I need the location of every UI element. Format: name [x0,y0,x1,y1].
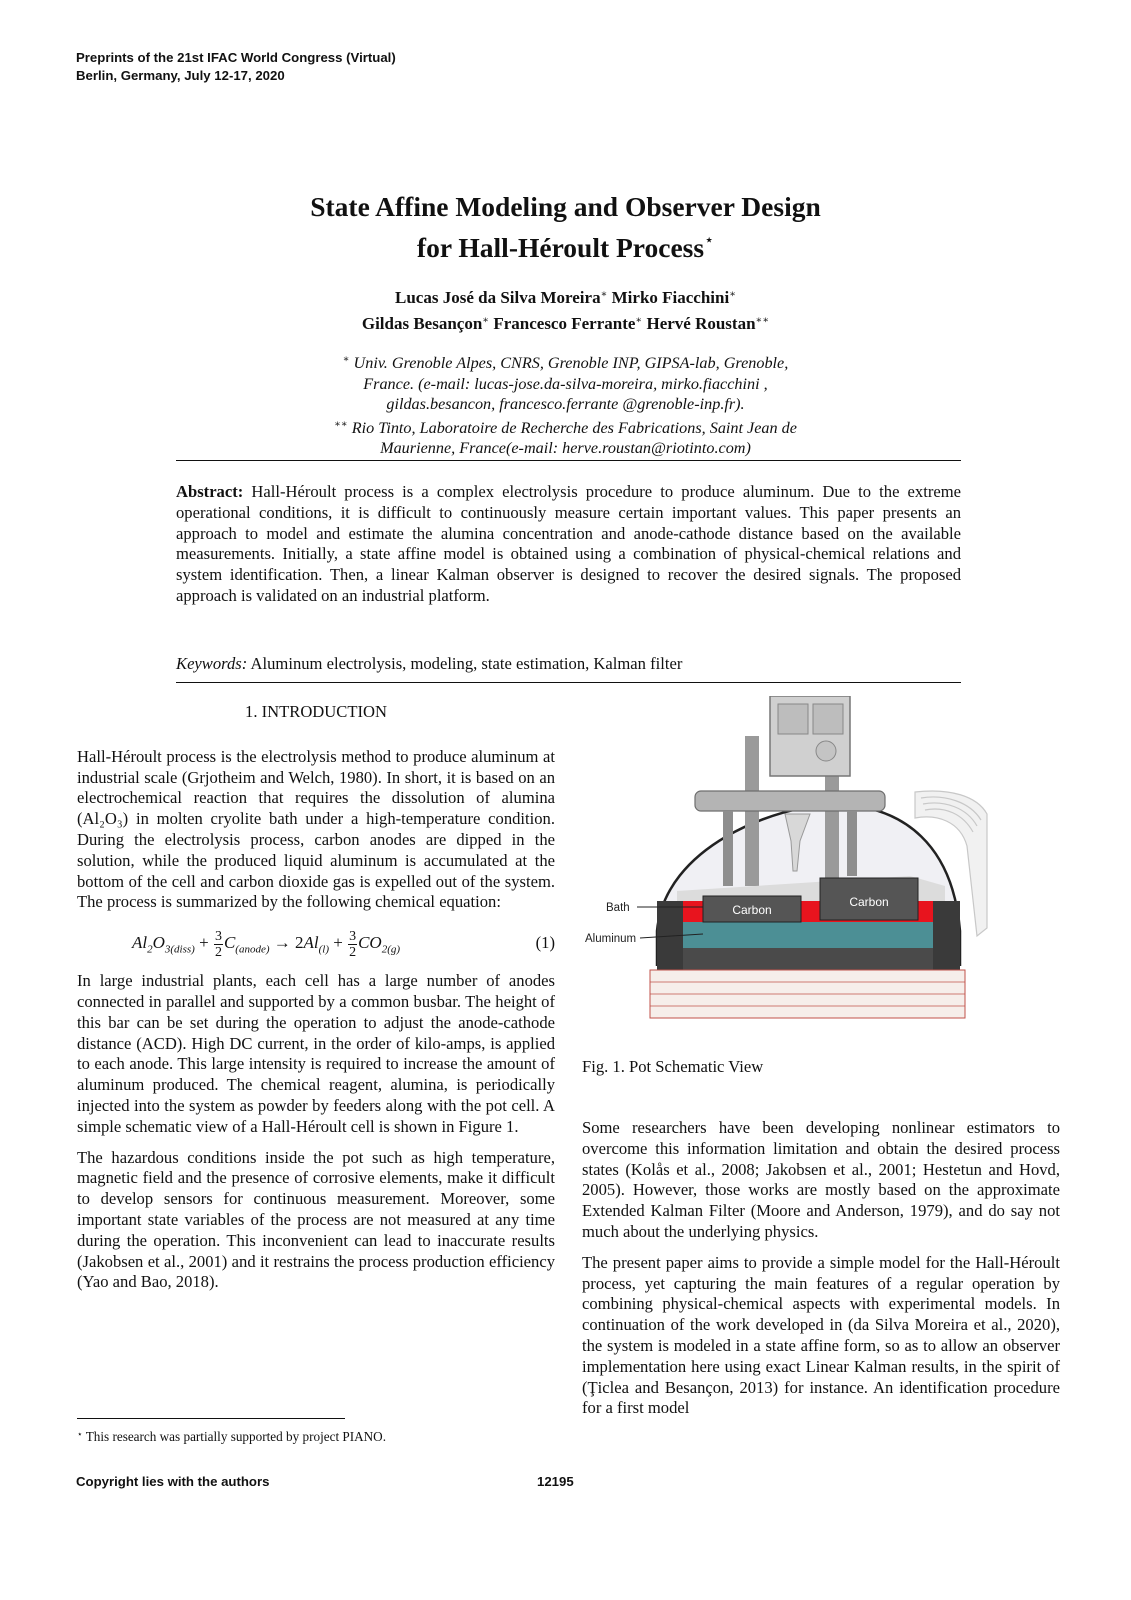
left-column [77,702,555,1303]
keywords [176,654,961,675]
side-lining [933,901,960,970]
footnote-mark: ⋆ [77,1429,83,1439]
bath-label: Bath [606,902,630,914]
affiliations [0,350,1131,459]
pot-schematic-figure [585,696,990,1042]
equation-term: CO [358,933,382,953]
page-number: 12195 [537,1474,574,1489]
fraction-denominator: 2 [214,944,222,960]
equation-operator: + [329,933,348,953]
author-affiliation-mark: ∗ [729,289,736,300]
brick-foundation [650,970,965,1018]
chemical-equation [77,923,555,963]
author-name: Mirko Fiacchini [611,288,730,307]
aluminum-label: Aluminum [585,933,637,945]
author-name: Hervé Roustan [646,314,756,333]
affiliation-line: Maurienne, France(e-mail: herve.roustan@riotinto.com) [380,439,751,457]
author-affiliation-mark: ∗ [482,315,490,326]
equation-term: Al [132,933,148,953]
author-affiliation-mark: ∗∗ [755,315,770,326]
equation-subscript: 2(g) [381,943,401,956]
conference-header [76,49,396,85]
conference-header-line-2: Berlin, Germany, July 12-17, 2020 [76,68,285,83]
fraction-numerator: 3 [214,928,222,944]
paper-title-line-2: for Hall-Héroult Process [416,232,705,263]
anode-rod [723,811,733,886]
abstract-text: Hall-Héroult process is a complex electrolysis procedure to produce aluminum. Due to the extreme operational conditions, it is difficult to continuously measure certain important values. This paper presents an approach to model and estimate the alumina concentration and anode-cathode distance based on the available measurements. Initially, a state affine model is obtained using a combination of physical-chemical relations and system identification. Then, a linear Kalman observer is designed to recover the desired signals. The proposed approach is validated on an industrial platform. [176,482,961,605]
equation-fraction [348,929,357,960]
fraction-numerator: 3 [349,928,357,944]
carbon-label-right: Carbon [849,895,889,909]
affiliation-line: Rio Tinto, Laboratoire de Recherche des Fabrications, Saint Jean de [351,418,797,437]
equation-term: Al [303,933,319,953]
figure-caption: Fig. 1. Pot Schematic View [582,1057,764,1076]
equation-term: O [152,933,165,953]
intro-paragraph-1: Hall-Héroult process is the electrolysis method to produce aluminum at industrial scale (Grjotheim and Welch, 1980). In short, it is based on an electrochemical reaction that requires the dissolution of alumina (Al₂O₃) in molten cryolite bath under a high-temperature condition. During the electrolysis process, carbon anodes are dipped in the solution, while the produced liquid aluminum is accumulated at the bottom of the cell and carbon dioxide gas is expelled out of the system. The process is summarized by the following chemical equation: [77,746,555,912]
intro-paragraph-2: In large industrial plants, each cell has a large number of anodes connected in parallel and supported by a common busbar. The height of this bar can be set during the operation to adjust the anode-cathode distance (ACD). High DC current, in the order of kilo-amps, is applied to each anode. This large intensity is required to increase the amount of aluminum produced. The chemical reagent, alumina, is periodically injected into the system as powder by feeders along with the pot cell. A simple schematic view of a Hall-Héroult cell is shown in Figure 1. [77,971,555,1136]
conference-header-line-1: Preprints of the 21st IFAC World Congress (Virtual) [76,50,396,65]
equation-term: C [223,933,236,953]
carbon-label-left: Carbon [732,903,772,917]
equation-subscript: (anode) [235,943,270,956]
author-list [0,283,1131,335]
anode-rod [847,811,857,876]
aluminum-layer [683,922,933,948]
abstract-top-rule [176,460,961,461]
title-footnote-mark: ⋆ [704,232,715,249]
author-affiliation-mark: ∗ [600,289,608,300]
equation-subscript: (l) [318,943,329,956]
keywords-label: Keywords: [176,654,248,673]
equation-body [132,923,400,969]
affiliation-line: Univ. Grenoble Alpes, CNRS, Grenoble INP, GIPSA-lab, Grenoble, [353,354,789,372]
author-name: Lucas José da Silva Moreira [395,288,601,307]
section-heading: 1. INTRODUCTION [245,702,387,721]
busbar [695,791,885,811]
intro-paragraph-3: The hazardous conditions inside the pot such as high temperature, magnetic field and the presence of corrosive elements, make it difficult to develop sensors for continuous measurement. Moreover, some important state variables of the process are not measured at any time during the operation. This inconvenient can lead to inaccurate results (Jakobsen et al., 2001) and it restrains the process production efficiency (Yao and Bao, 2018). [77,1147,555,1292]
paper-title-line-1: State Affine Modeling and Observer Design [310,191,821,222]
equation-operator: → 2 [269,933,304,953]
footnote-text: This research was partially supported by project PIANO. [85,1429,387,1444]
abstract [176,482,961,607]
author-name: Gildas Besançon [361,314,483,333]
right-paragraph-2: The present paper aims to provide a simple model for the Hall-Héroult process, yet capturing the main features of a regular operation by combining physical-chemical aspects with experimental models. In continuation of the work developed in (da Silva Moreira et al., 2020), the system is modeled in a state affine form, so as to allow an observer implementation here using exact Linear Kalman results, in the spirit of (Ţiclea and Besançon, 2013) for instance. An identification procedure for a first model [582,1252,1060,1418]
fraction-denominator: 2 [349,944,357,960]
right-paragraph-1: Some researchers have been developing nonlinear estimators to overcome this information limitation and obtain the desired process states (Kolås et al., 2008; Jakobsen et al., 2001; Hestetun and Hovd, 2005). However, those works are mostly based on the approximate Extended Kalman Filter (Moore and Anderson, 1979), and do say not much about the underlying physics. [582,1118,1060,1241]
equation-subscript: 2 [147,943,153,956]
affiliation-mark: ∗∗ [334,418,348,430]
affiliation-line: gildas.besancon, francesco.ferrante @grenoble-inp.fr). [386,395,745,413]
footnote [77,1426,386,1445]
keywords-text: Aluminum electrolysis, modeling, state estimation, Kalman filter [250,654,683,673]
copyright-footer: Copyright lies with the authors [76,1474,270,1489]
equation-fraction [214,929,223,960]
right-column [582,1118,1060,1429]
paper-title [0,190,1131,265]
cathode-block [677,948,939,970]
footnote-rule [77,1418,345,1419]
equation-subscript: 3(diss) [164,943,195,956]
feeder-box [770,696,850,776]
affiliation-line: France. (e-mail: lucas-jose.da-silva-moreira, mirko.fiacchini , [363,374,768,393]
equation-number: (1) [535,933,555,953]
equation-operator: + [194,933,213,953]
abstract-bottom-rule [176,682,961,683]
abstract-label: Abstract: [176,482,244,501]
author-affiliation-mark: ∗ [635,315,643,326]
affiliation-mark: ∗ [342,354,350,365]
author-name: Francesco Ferrante [493,314,636,333]
